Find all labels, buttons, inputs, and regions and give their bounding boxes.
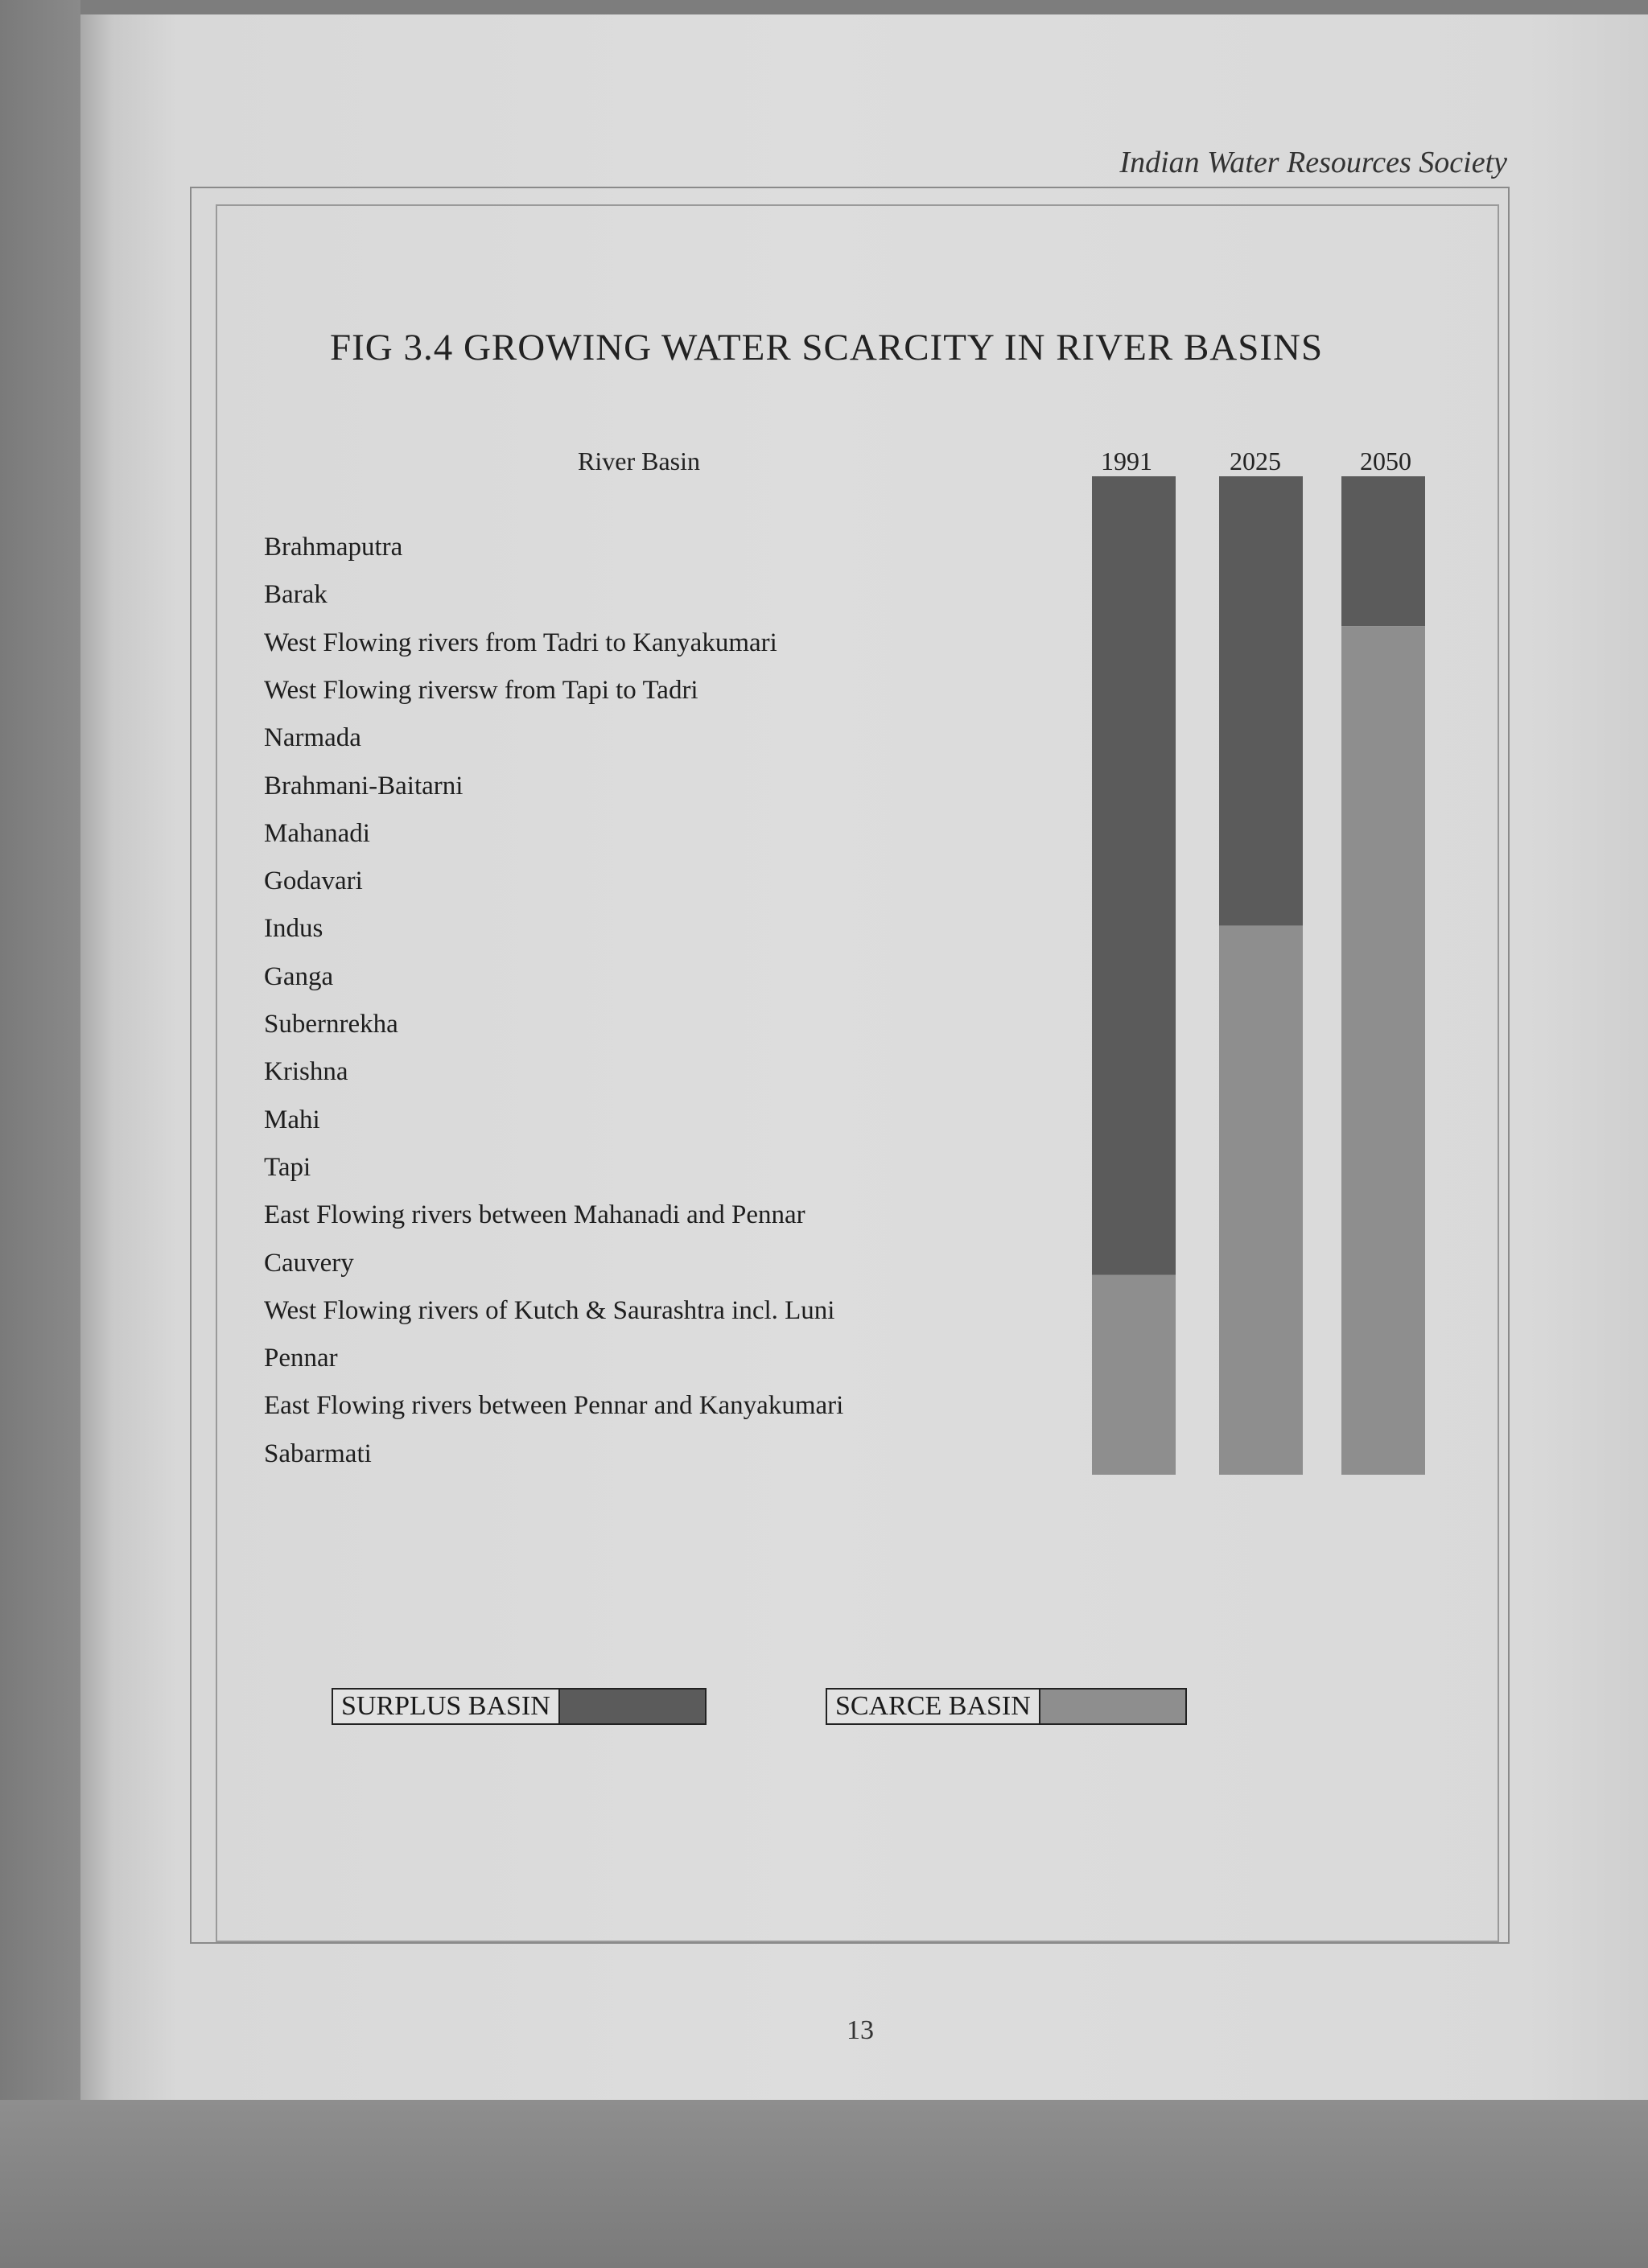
basin-label: Subernrekha <box>264 1010 398 1039</box>
basin-label: Brahmani-Baitarni <box>264 771 464 801</box>
basin-label: Godavari <box>264 866 363 896</box>
basin-label: Narmada <box>264 723 361 753</box>
basin-label: Indus <box>264 914 323 944</box>
bar-scarce-2050 <box>1341 626 1425 1475</box>
basin-label: West Flowing riversw from Tapi to Tadri <box>264 675 698 705</box>
page-number: 13 <box>847 2015 874 2045</box>
legend-scarce <box>826 1688 1187 1725</box>
running-header: Indian Water Resources Society <box>1119 146 1507 179</box>
basin-label: East Flowing rivers between Pennar and Kanyakumari <box>264 1391 844 1421</box>
basin-label: East Flowing rivers between Mahanadi and Pennar <box>264 1200 805 1230</box>
bar-scarce-2025 <box>1219 925 1303 1475</box>
basin-label: West Flowing rivers of Kutch & Saurashtra incl. Luni <box>264 1295 835 1325</box>
basin-label: Tapi <box>264 1152 311 1182</box>
basin-label: Krishna <box>264 1057 348 1087</box>
basin-label: Mahi <box>264 1105 320 1134</box>
basin-label: Barak <box>264 580 328 610</box>
bar-surplus-1991 <box>1092 476 1176 1275</box>
basin-label: Ganga <box>264 961 334 991</box>
basin-label: West Flowing rivers from Tadri to Kanyakumari <box>264 628 777 657</box>
basin-label: Mahanadi <box>264 818 370 848</box>
year-header-2050: 2050 <box>1360 447 1411 475</box>
legend-scarce-label: SCARCE BASIN <box>827 1690 1040 1723</box>
basin-label: Cauvery <box>264 1248 354 1278</box>
river-basin-column-header: River Basin <box>578 447 700 475</box>
basin-label: Pennar <box>264 1344 338 1373</box>
basin-label: Sabarmati <box>264 1439 372 1468</box>
legend-surplus <box>332 1688 707 1725</box>
year-header-1991: 1991 <box>1101 447 1152 475</box>
legend-surplus-swatch <box>560 1690 705 1723</box>
bar-scarce-1991 <box>1092 1275 1176 1475</box>
legend-surplus-label: SURPLUS BASIN <box>333 1690 560 1723</box>
figure-title: FIG 3.4 GROWING WATER SCARCITY IN RIVER BASINS <box>330 327 1324 368</box>
bar-surplus-2025 <box>1219 476 1303 925</box>
basin-label: Brahmaputra <box>264 533 403 562</box>
bar-surplus-2050 <box>1341 476 1425 626</box>
year-header-2025: 2025 <box>1230 447 1281 475</box>
legend-scarce-swatch <box>1040 1690 1185 1723</box>
